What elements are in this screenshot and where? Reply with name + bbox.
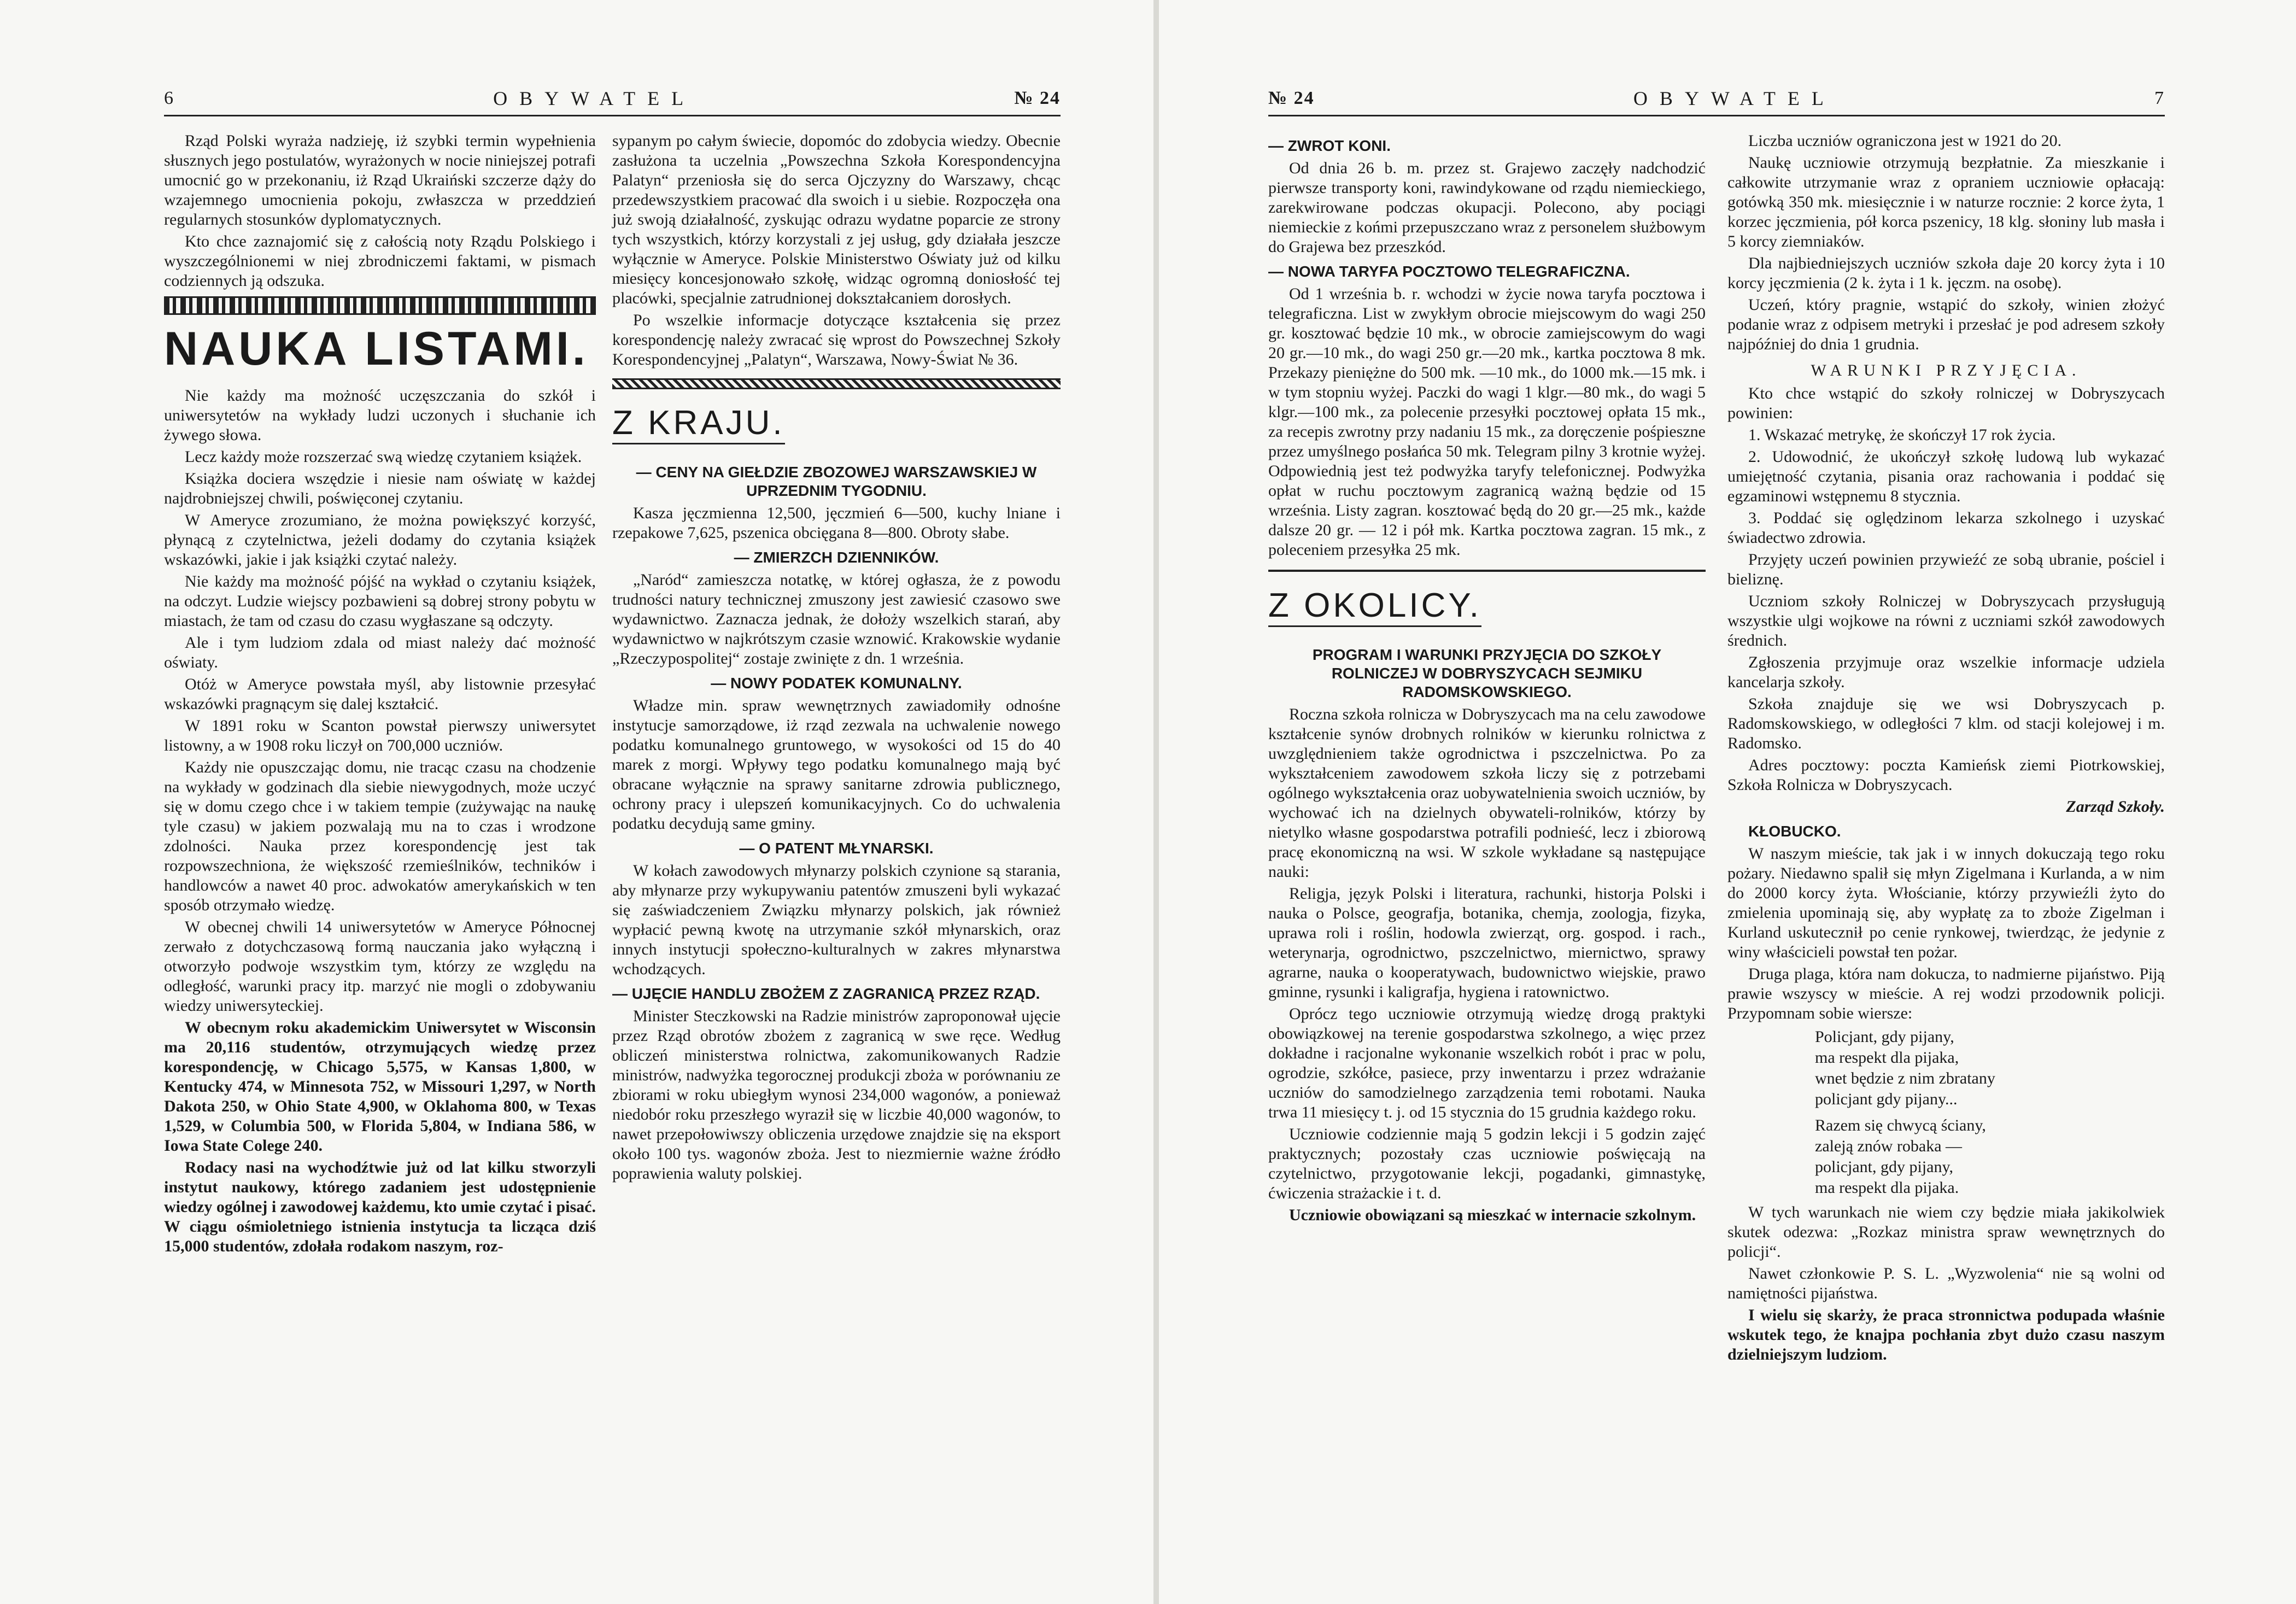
left-column-1 — [164, 131, 596, 1258]
paragraph: W obecnej chwili 14 uniwersytetów w Ameryce Północnej zerwało z dotychczasową formą nauczania jako wyłączną i otworzyło podwoje wszystkim tym, którzy ze względu na odległość, warunki pracy itp. marzyć nie mogli o zdobywaniu wiedzy uniwersyteckiej. — [164, 918, 596, 1015]
paragraph: W 1891 roku w Scanton powstał pierwszy uniwersytet listowny, a w 1908 roku liczył on 700,000 uczniów. — [164, 717, 596, 754]
poem-line: Razem się chwycą ściany, — [1815, 1116, 1986, 1134]
paragraph: Kto chce zaznajomić się z całością noty Rządu Polskiego i wyszczególnionemi w niej zbrodniczemi faktami, w pismach codziennych ją odszuka. — [164, 232, 596, 290]
news-title: — NOWA TARYFA POCZTOWO TELEGRAFICZNA. — [1268, 263, 1630, 280]
news-title: — ZMIERZCH DZIENNIKÓW. — [734, 549, 939, 566]
left-page-header — [164, 82, 1061, 116]
news-text: Władze min. spraw wewnętrznych zawiadomiły odnośne instytucje samorządowe, iż rząd zezwala na uchwalenie nowego podatku komunalnego gruntowego, w wysokości od 15 do 40 marek z morgi. Wpływy tego podatku komunalnego mają być obracane wyłącznie na sprawy sanitarne zdrowia publicznego, ochrony pracy i ulepszeń komunikacyjnych. Co do uchwalenia podatku decydują same gminy. — [612, 696, 1061, 833]
page-number: 6 — [164, 88, 174, 108]
program-title: PROGRAM I WARUNKI PRZYJĘCIA DO SZKOŁY ROLNICZEJ W DOBRYSZYCACH SEJMIKU RADOMSKOWSKIEGO. — [1312, 646, 1662, 700]
conditions-list — [1727, 425, 2165, 548]
paragraph: W naszym mieście, tak jak i w innych dokuczają tego roku pożary. Niedawno spalił się młyn Zigelmana i Kurlanda, a w nim do 2000 korcy żyta. Włościanie, którzy przywieźli żyto do zmielenia upominają się, aby wypłatę za to zboże Zigelman i Kurland uskutecznił po cenie rynkowej, twierdząc, że jedynie z winy właścicieli powstał ten pożar. — [1727, 845, 2165, 961]
poem — [1815, 1027, 2165, 1198]
paragraph: Nie każdy ma możność pójść na wykład o czytaniu książek, na odczyt. Ludzie wiejscy pozbawieni są dobrej strony pobytu w miastach, że tam od czasu do czasu wygłaszane są odczyty. — [164, 572, 596, 630]
signature: Zarząd Szkoły. — [2066, 798, 2165, 816]
issue-number: № 24 — [1268, 88, 1315, 108]
paragraph: sypanym po całym świecie, dopomóc do zdobycia wiedzy. Obecnie zasłużona ta uczelnia „Powszechna Szkoła Korespondencyjna Palatyn“ przeniosła się do serca Ojczyzny do Warszawy, chcąc przedewszystkiem pracować dla swoich i u siebie. Rozpoczęła ona już swoją działalność, zyskując odrazu wydatne poparcie ze strony tych wszystkich, którzy korzystali z jej usług, gdy działała jeszcze wyłącznie w Ameryce. Polskie Ministerstwo Oświaty już od kilku miesięcy koncesjonowało szkołę, widząc ogromną doniosłość tej placówki, specjalnie zatrudnionej dokształcaniem dorosłych. — [612, 132, 1061, 307]
paragraph: Rodacy nasi na wychodźtwie już od lat kilku stworzyli instytut naukowy, którego zadaniem jest udostępnienie wiedzy ogólnej i zawodowej każdemu, kto umie czytać i pisać. W ciągu ośmioletniego istnienia instytucja ta licząca dziś 15,000 studentów, zdołała rodakom naszym, roz- — [164, 1158, 596, 1255]
wavy-divider — [612, 378, 1061, 389]
paragraph: Naukę uczniowie otrzymują bezpłatnie. Za mieszkanie i całkowite utrzymanie wraz z opraniem uczniowie opłacają: gotówką 350 mk. miesięcznie i w naturze rocznie: 2 korce żyta, 1 korzec jęczmienia, pół korca pszenicy, 18 klg. słoniny lub masła i 5 korcy ziemniaków. — [1727, 154, 2165, 250]
paragraph: Otóż w Ameryce powstała myśl, aby listownie przesyłać wskazówki pragnącym się dalej kształcić. — [164, 675, 596, 713]
paragraph: Książka dociera wszędzie i niesie nam oświatę w każdej najdrobniejszej chwili, poświęconej czytaniu. — [164, 470, 596, 507]
paragraph: Nie każdy ma możność uczęszczania do szkół i uniwersytetów na wykłady ludzi uczonych i słuchanie ich żywego słowa. — [164, 387, 596, 444]
paragraph: Religja, język Polski i literatura, rachunki, historja Polski i nauka o Polsce, geografja, botanika, chemja, zoologja, fizyka, uprawa roli i roślin, hodowla zwierząt, org. gospod. i rach., weterynarja, ogrodnictwo, pszczelnictwo, miernictwo, sprawy agrarne, nauka o kooperatywach, budownictwo wiejskie, prawo gminne, rysunki i kaligrafja, hygiena i ratownictwo. — [1268, 885, 1706, 1001]
masthead-title: OBYWATEL — [493, 87, 696, 109]
poem-line: ma respekt dla pijaka, — [1815, 1049, 1959, 1067]
paragraph: Adres pocztowy: poczta Kamieńsk ziemi Piotrkowskiej, Szkoła Rolnicza w Dobryszycach. — [1727, 756, 2165, 794]
conditions-heading: WARUNKI PRZYJĘCIA. — [1811, 361, 2082, 379]
news-text: Kasza jęczmienna 12,500, jęczmień 6—500, kuchy lniane i rzepakowe 7,625, pszenica obcięgana 8—800. Obroty słabe. — [612, 504, 1061, 542]
paragraph: Nawet członkowie P. S. L. „Wyzwolenia“ nie są wolni od namiętności pijaństwa. — [1727, 1265, 2165, 1302]
article-heading: NAUKA LISTAMI. — [164, 323, 589, 375]
left-column-2 — [612, 131, 1061, 1186]
poem-line: Policjant, gdy pijany, — [1815, 1028, 1954, 1046]
paragraph: Kto chce wstąpić do szkoły rolniczej w Dobryszycach powinien: — [1727, 384, 2165, 422]
news-text: „Naród“ zamieszcza notatkę, w której ogłasza, że z powodu trudności natury technicznej zmuszony jest zawiesić czasowo swe wydawnictwo. Zaznacza jednak, że dołoży wszelkich starań, aby wydawnictwo w najkrótszym czasie wznowić. Krakowskie wydanie „Rzeczypospolitej“ zostaje zwinięte z dn. 1 września. — [612, 571, 1061, 668]
paragraph: W Ameryce zrozumiano, że można powiększyć korzyść, płynącą z czytelnictwa, jeżeli dodamy do czytania książek wskazówki, jakie i jak książki czytać należy. — [164, 511, 596, 569]
list-item: 3. Poddać się oględzinom lekarza szkolnego i uzyskać świadectwo zdrowia. — [1727, 509, 2165, 547]
issue-number: № 24 — [1014, 88, 1061, 108]
news-text: W kołach zawodowych młynarzy polskich czynione są starania, aby młynarze przy wykupywaniu patentów zmuszeni byli wykazać się zaświadczeniem Związku młynarzy polskich, jak również wypłacić pewną kwotę na utrzymanie szkół młynarskich, oraz innych instytucji społeczno-kulturalnych w zakres młynarstwa wchodzących. — [612, 862, 1061, 978]
paragraph: Po wszelkie informacje dotyczące kształcenia się przez korespondencję należy zwracać się wprost do Powszechnej Szkoły Korespondencyjnej „Palatyn“, Warszawa, Nowy-Świat № 36. — [612, 311, 1061, 368]
local-news-title: KŁOBUCKO. — [1748, 823, 1841, 840]
ornament-divider — [164, 296, 596, 315]
poem-line: wnet będzie z nim zbratany — [1815, 1069, 1995, 1087]
right-column-2 — [1727, 131, 2165, 1367]
divider-rule — [1268, 570, 1706, 572]
paragraph: W obecnym roku akademickim Uniwersytet w Wisconsin ma 20,116 studentów, otrzymujących wiedzę przez korespondencję, w Chicago 5,575, w Kansas 1,800, w Kentucky 474, w Minnesota 752, w Missouri 1,297, w North Dakota 250, w Ohio State 4,900, w Oklahoma 800, w Texas 1,529, w Columbia 500, w Florida 5,804, w Indiana 586, w Iowa State Colege 240. — [164, 1018, 596, 1155]
paragraph: Druga plaga, która nam dokucza, to nadmierne pijaństwo. Piją prawie wszyscy w mieście. A rej wodzi przodownik policji. Przypomnam sobie wiersze: — [1727, 965, 2165, 1022]
paragraph: Zgłoszenia przyjmuje oraz wszelkie informacje udziela kancelarja szkoły. — [1727, 653, 2165, 691]
paragraph: Rząd Polski wyraża nadzieję, iż szybki termin wypełnienia słusznych jego postulatów, wyrażonych w nocie niniejszej potrafi umocnić go w przekonaniu, iż Rząd Ukraiński szczerze dąży do wzajemnego umocnienia pokoju, zwłaszcza w przeddzień regularnych stosunków dyplomatycznych. — [164, 132, 596, 229]
paragraph: Uczniowie codziennie mają 5 godzin lekcji i 5 godzin zajęć praktycznych; pozostały czas uczniowie poświęcają na czytelnictwo, przygotowanie lekcji, pogadanki, gimnastykę, ćwiczenia strażackie i t. d. — [1268, 1125, 1706, 1202]
news-title: — UJĘCIE HANDLU ZBOŻEM Z ZAGRANICĄ PRZEZ RZĄD. — [612, 985, 1040, 1002]
paragraph: Oprócz tego uczniowie otrzymują wiedzę drogą praktyki obowiązkowej na terenie gospodarstwa szkolnego, a więc przez dokładne i racjonalne wykonanie wszelkich robót i prac w polu, ogrodzie, szkółce, pasiece, przy inwentarzu i przez wdrażanie uczniów do samodzielnego zarządzenia temi robotami. Nauka trwa 11 miesięcy t. j. od 15 stycznia do 15 grudnia każdego roku. — [1268, 1005, 1706, 1121]
paragraph: I wielu się skarży, że praca stronnictwa podupada właśnie wskutek tego, że knajpa pochłania zbyt dużo czasu naszym dzielniejszym ludziom. — [1727, 1306, 2165, 1363]
poem-line: zaleją znów robaka — — [1815, 1137, 1963, 1155]
news-title: — O PATENT MŁYNARSKI. — [739, 840, 934, 857]
paragraph: Uczniom szkoły Rolniczej w Dobryszycach przysługują wszystkie ulgi wojkowe na równi z uczniami szkół zawodowych średnich. — [1727, 592, 2165, 649]
news-title: — ZWROT KONI. — [1268, 137, 1391, 154]
poem-line: ma respekt dla pijaka. — [1815, 1179, 1959, 1197]
page-gutter — [1153, 0, 1159, 1604]
paragraph: Szkoła znajduje się we wsi Dobryszycach p. Radomskowskiego, w odległości 7 klm. od stacji kolejowej i m. Radomsko. — [1727, 695, 2165, 752]
paragraph: Uczeń, który pragnie, wstąpić do szkoły, winien złożyć podanie wraz z odpisem metryki i przesłać je pod adresem szkoły najpóźniej do dnia 1 grudnia. — [1727, 296, 2165, 353]
news-text: Od dnia 26 b. m. przez st. Grajewo zaczęły nadchodzić pierwsze transporty koni, rawindykowane od rządu niemieckiego, zarekwirowane podczas okupacji. Polecono, aby pociągi niemieckie z końmi przepuszczano wraz z personelem służbowym do Grajewa bez przeszkód. — [1268, 159, 1706, 256]
paragraph: Lecz każdy może rozszerzać swą wiedzę czytaniem książek. — [185, 448, 582, 466]
right-column-1 — [1268, 131, 1706, 1227]
paragraph: Uczniowie obowiązani są mieszkać w internacie szkolnym. — [1289, 1206, 1696, 1224]
list-item: 2. Udowodnić, że ukończył szkołę ludową lub wykazać umiejętność czytania, pisania oraz rachowania i poddać się egzaminowi wstępnemu 8 stycznia. — [1727, 448, 2165, 505]
poem-line: policjant gdy pijany... — [1815, 1090, 1958, 1108]
news-title: — CENY NA GIEŁDZIE ZBOZOWEJ WARSZAWSKIEJ W UPRZEDNIM TYGODNIU. — [636, 464, 1037, 499]
right-page-header — [1268, 82, 2165, 116]
paragraph: Ale i tym ludziom zdala od miast należy dać możność oświaty. — [164, 634, 596, 671]
paragraph: Liczba uczniów ograniczona jest w 1921 do 20. — [1748, 132, 2062, 150]
masthead-title: OBYWATEL — [1633, 87, 1836, 109]
paragraph: Każdy nie opuszczając domu, nie tracąc czasu na chodzenie na wykłady w godzinach dla siebie niewygodnych, może uczyć się w domu czego chce i w takiem tempie (zużywając na naukę tyle czasu) w jakiem pozwalają mu na to czas i wrodzone zdolności. Nauka przez korespondencję jest tak rozpowszechniona, że większość rzemieślników, techników i handlowców a nawet 40 proc. adwokatów amerykańskich w ten sposób otrzymało wiedzę. — [164, 758, 596, 914]
paragraph: Roczna szkoła rolnicza w Dobryszycach ma na celu zawodowe kształcenie synów drobnych rolników w kierunku rolnictwa z uwzględnieniem także ogrodnictwa i pszczelnictwa. Po za wykształceniem zawodowem szkoła liczy się z potrzebami ogólnego wykształcenia oraz uobywatelnienia swoich uczniów, by wychować ich na dzielnych obywateli-rolników, którzy by nietylko własne gospodarstwa potrafili podnieść, lecz i zbiorową pracę ekonomiczną na wsi. W szkole wykładane są następujące nauki: — [1268, 705, 1706, 881]
paragraph: W tych warunkach nie wiem czy będzie miała jakikolwiek skutek odezwa: „Rozkaz ministra spraw wewnętrznych do policji“. — [1727, 1203, 2165, 1261]
paragraph: Dla najbiedniejszych uczniów szkoła daje 20 korcy żyta i 10 korcy jęczmienia (2 k. żyta i 1 k. jęczm. na osobę). — [1727, 254, 2165, 292]
page-number: 7 — [2154, 88, 2165, 108]
section-heading: Z OKOLICY. — [1268, 586, 1481, 627]
news-title: — NOWY PODATEK KOMUNALNY. — [711, 675, 962, 692]
poem-line: policjant, gdy pijany, — [1815, 1158, 1954, 1176]
right-page — [1159, 0, 2296, 1604]
paragraph: Przyjęty uczeń powinien przywieźć ze sobą ubranie, pościel i bieliznę. — [1727, 551, 2165, 588]
news-text: Minister Steczkowski na Radzie ministrów zaproponował ujęcie przez Rząd obrotów zbożem z zagranicą w swe ręce. Według obliczeń ministerstwa rolnictwa, zakomunikowanych Radzie ministrów, nadwyżka tegorocznej produkcji zboża w porównaniu ze zbiorami w roku ubiegłym wynosi 234,000 wagonów, a ponieważ niedobór roku przeszłego wyraził się w liczbie 40,000 wagonów, to nawet przepołowiwszy obliczenia urzędowe znajdzie się na eksport około 100 tys. wagonów zboża. Jest to niezmiernie ważne źródło poprawienia waluty polskiej. — [612, 1007, 1061, 1182]
list-item: 1. Wskazać metrykę, że skończył 17 rok życia. — [1748, 426, 2056, 444]
news-text: Od 1 września b. r. wchodzi w życie nowa taryfa pocztowa i telegraficzna. List w zwykłym obrocie miejscowym do wagi 250 gr. kosztować będzie 10 mk., w obrocie zamiejscowym do wagi 20 gr.—10 mk., do wagi 250 gr.—20 mk., kartka pocztowa 8 mk. Przekazy pieniężne do 500 mk. —10 mk., do 1000 mk.—15 mk. i w tym stopniu wyżej. Paczki do wagi 1 klgr.—80 mk., do wagi 5 klgr.—100 mk., za polecenie przesyłki pocztowej opłata 15 mk., za recepis zwrotny przy nadaniu 15 mk., za doręczenie pośpieszne przez umyślnego posłańca 50 mk. Telegram pilny 3 krotnie wyżej. Odpowiednią jest też podwyżka taryfy telefonicznej. Podwyżka opłat w ruchu pocztowym zagranicą ważną będzie od 15 września. Listy zagran. kosztować będą do 20 gr.—25 mk., każde dalsze 20 gr. — 12 i pół mk. Kartka pocztowa zagran. 15 mk., z poleceniem przesyłka 25 mk. — [1268, 285, 1706, 559]
section-heading: Z KRAJU. — [612, 403, 785, 444]
